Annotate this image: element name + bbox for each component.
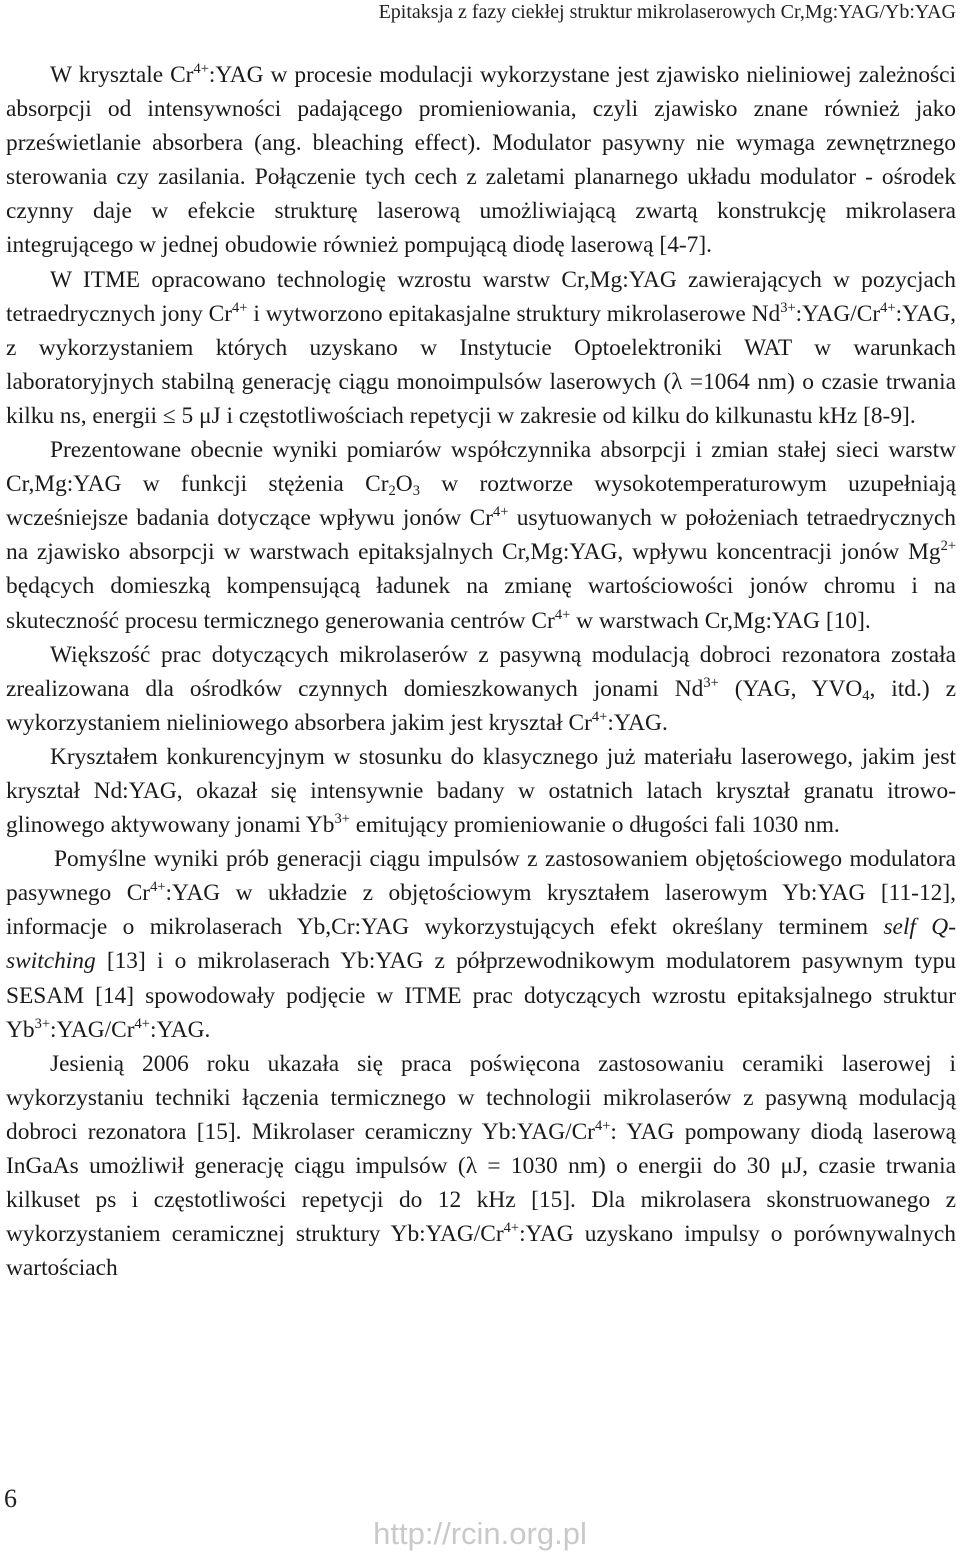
text-run: W krysztale Cr [50, 62, 194, 88]
superscript: 4+ [150, 879, 166, 896]
superscript: 2+ [940, 538, 956, 555]
text-run: emitujący promieniowanie o długości fali 1030 nm. [349, 812, 840, 839]
text-run: w roztworze wysokotemperaturowym uzupełniają wcześniejsze badania dotyczące wpływu jonów Cr [6, 471, 956, 532]
superscript: 3+ [34, 1015, 51, 1032]
paragraph [6, 740, 956, 842]
paragraph [6, 1047, 956, 1286]
superscript: 4+ [503, 1220, 520, 1237]
text-run: usytuowanych w położeniach tetraedrycznych na zjawisko absorpcji w warstwach epitaksjalnych Cr,Mg:YAG, wpływu koncentracji jonów Mg [6, 505, 956, 566]
superscript: 3+ [334, 811, 350, 828]
text-run: [13] i o mikrolaserach Yb:YAG z półprzewodnikowym modulatorem pasywnym typu SESAM [14] spowodowały podjęcie w ITME prac dotyczących wzrostu epitaksjalnego struktur Yb [6, 948, 956, 1043]
text-run: Pomyślne wyniki prób generacji ciągu impulsów z zastosowaniem objętościowego modulatora pasywnego Cr [6, 846, 956, 907]
subscript: 4 [862, 688, 870, 705]
text-run: :YAG/Cr [795, 300, 881, 327]
paragraph [6, 263, 956, 433]
paragraph [6, 638, 956, 740]
superscript: 4+ [554, 606, 571, 623]
paragraph [6, 433, 956, 638]
text-run: będących domieszką kompensującą ładunek na zmianę wartościowości jonów chromu i na skuteczność procesu termicznego generowania centrów Cr [6, 573, 956, 634]
superscript: 4+ [193, 61, 209, 78]
text-run: w warstwach Cr,Mg:YAG [10]. [570, 607, 871, 634]
superscript: 3+ [703, 674, 719, 691]
text-run: :YAG w procesie modulacji wykorzystane jest zjawisko nieliniowej zależności absorpcji od intensywności padającego promieniowania, czyli zjawisko znane również jako prześwietlanie absorbera (ang. bleaching effect). Modulator pasywny nie wymaga zewnętrznego sterowania czy zasilania. Połączenie tych cech z zaletami planarnego układu modulator - ośrodek czynny daje w efekcie strukturę laserową umożliwiającą zwartą konstrukcję mikrolasera integrującego w jednej obudowie również pompującą diodę laserową [4-7]. [6, 62, 956, 259]
text-run: :YAG. [607, 709, 668, 736]
text-run: : YAG pompowany diodą laserową InGaAs umożliwił generację ciągu impulsów (λ = 1030 nm) o energii do 30 μJ, czasie trwania kilkuset ps i częstotliwości repetycji do 12 kHz [15]. Dla mikrolasera skonstruowanego z wykorzystaniem ceramicznej struktury Yb:YAG/Cr [6, 1118, 956, 1248]
subscript: 2 [388, 483, 396, 500]
superscript: 4+ [232, 299, 248, 316]
superscript: 3+ [780, 299, 796, 316]
subscript: 3 [412, 483, 420, 500]
text-run: :YAG, z wykorzystaniem których uzyskano w Instytucie Optoelektroniki WAT w warunkach laboratoryjnych stabilną generację ciągu monoimpulsów laserowych (λ =1064 nm) o czasie trwania kilku ns, energii ≤ 5 μJ i częstotliwościach repetycji w zakresie od kilku do kilkunastu kHz [8-9]. [6, 300, 957, 429]
running-header: Epitaksja z fazy ciekłej struktur mikrolaserowych Cr,Mg:YAG/Yb:YAG [378, 1, 956, 23]
text-run: :YAG/Cr [50, 1016, 135, 1043]
text-run: Większość prac dotyczących mikrolaserów z pasywną modulacją dobroci rezonatora została zrealizowana dla ośrodków czynnych domieszkowanych jonami Nd [6, 641, 956, 702]
text-run: W ITME opracowano technologię wzrostu warstw Cr,Mg:YAG zawierających w pozycjach tetraedrycznych jony Cr [6, 266, 956, 327]
superscript: 4+ [591, 708, 608, 725]
page-number: 6 [4, 1484, 17, 1513]
text-run: :YAG uzyskano impulsy o porównywalnych wartościach [6, 1221, 956, 1282]
text-run: Prezentowane obecnie wyniki pomiarów współczynnika absorpcji i zmian stałej sieci warstw Cr,Mg:YAG w funkcji stężenia Cr [6, 437, 956, 498]
text-run: :YAG w układzie z objętościowym kryształem laserowym Yb:YAG [11-12], informacje o mikrolaserach Yb,Cr:YAG wykorzystujących efekt określany terminem [6, 880, 957, 941]
text-run: Kryształem konkurencyjnym w stosunku do klasycznego już materiału laserowego, jakim jest kryształ Nd:YAG, okazał się intensywnie badany w ostatnich latach kryształ granatu itrowo-glinowego aktywowany jonami Yb [6, 743, 956, 839]
superscript: 4+ [134, 1015, 150, 1032]
italic-term: self Q-switching [6, 914, 956, 975]
superscript: 4+ [493, 504, 509, 521]
source-url-watermark[interactable]: http://rcin.org.pl [373, 1516, 587, 1551]
text-run: (YAG, YVO [718, 675, 863, 702]
text-run: Jesienią 2006 roku ukazała się praca poświęcona zastosowaniu ceramiki laserowej i wykorzystaniu techniki łączenia termicznego w technologii mikrolaserów z pasywną modulacją dobroci rezonatora [15]. Mikrolaser ceramiczny Yb:YAG/Cr [6, 1050, 956, 1145]
paragraph [6, 842, 956, 1047]
paragraph [6, 58, 956, 263]
body-text [6, 58, 956, 1285]
text-run: , itd.) z wykorzystaniem nieliniowego absorbera jakim jest kryształ Cr [6, 675, 956, 736]
superscript: 4+ [594, 1117, 611, 1134]
text-run: O [395, 471, 413, 498]
text-run: i wytworzono epitakasjalne struktury mikrolaserowe Nd [247, 300, 781, 327]
superscript: 4+ [880, 299, 896, 316]
text-run: :YAG. [149, 1016, 211, 1043]
